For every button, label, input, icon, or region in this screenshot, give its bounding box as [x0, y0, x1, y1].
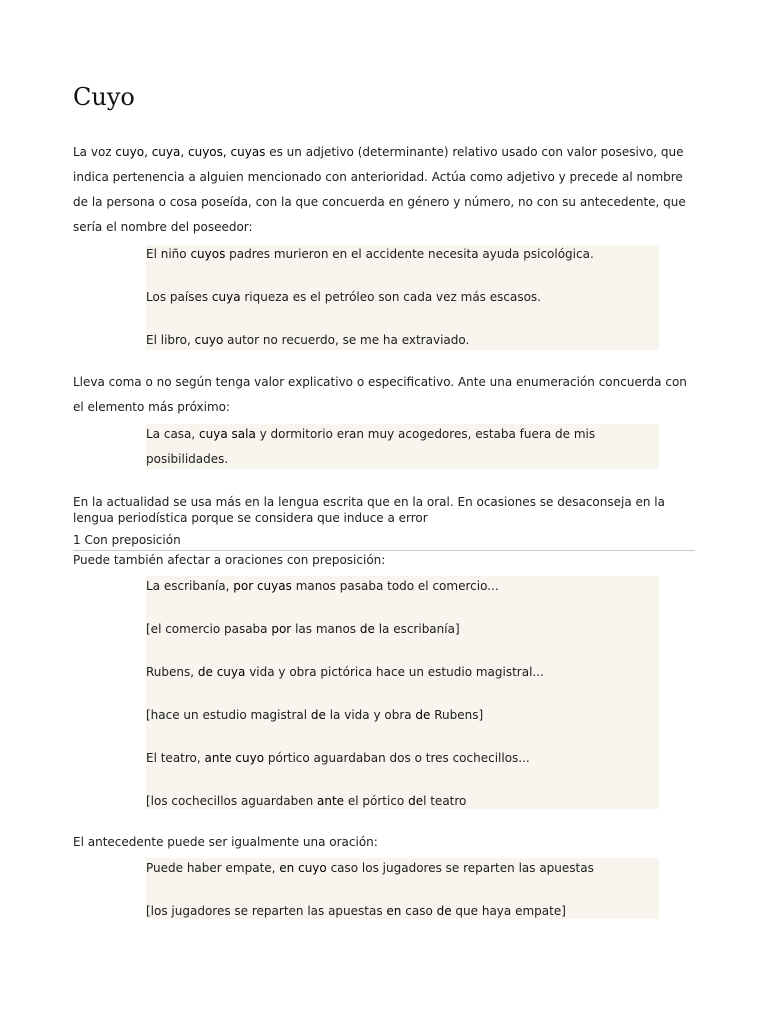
example-keyword: en	[386, 904, 402, 918]
example-text: la escribanía]	[374, 622, 460, 636]
example-text: [los jugadores se reparten las apuestas	[146, 904, 387, 918]
example-text: la vida y obra	[325, 708, 416, 722]
example-line	[146, 707, 483, 723]
example-text: pórtico aguardaban dos o tres cochecillos...	[264, 751, 530, 765]
example-text: Rubens,	[146, 665, 198, 679]
example-keyword: ante	[317, 794, 345, 808]
example-text: El teatro,	[146, 751, 205, 765]
example-block-enumeration	[146, 424, 659, 469]
example-text: vida y obra pictórica hace un estudio magistral...	[245, 665, 544, 679]
example-keyword: cuya sala	[199, 427, 256, 441]
example-keyword: de	[359, 622, 375, 636]
intro-text-start: La voz	[73, 145, 116, 159]
example-text: las manos	[291, 622, 360, 636]
example-line	[146, 793, 466, 809]
example-keyword: por cuyas	[233, 579, 292, 593]
example-line	[146, 860, 594, 876]
example-text: [el comercio pasaba	[146, 622, 272, 636]
example-text: que haya empate]	[451, 904, 566, 918]
example-line	[146, 903, 566, 919]
example-block-preposition	[146, 576, 659, 809]
example-keyword: cuyo	[194, 333, 224, 347]
example-text: caso	[401, 904, 437, 918]
example-keyword: en cuyo	[279, 861, 327, 875]
example-text: l teatro	[423, 794, 467, 808]
example-text: caso los jugadores se reparten las apuestas	[326, 861, 594, 875]
example-keyword: de	[408, 794, 424, 808]
section-divider	[73, 550, 695, 551]
example-block-cuyo	[146, 245, 659, 350]
example-line	[146, 621, 460, 637]
paragraph-antecedent: El antecedente puede ser igualmente una oración:	[73, 835, 378, 849]
example-keyword: de	[436, 904, 452, 918]
intro-paragraph	[73, 140, 695, 240]
example-line	[146, 750, 530, 766]
example-line: El niño cuyos padres murieron en el accidente necesita ayuda psicológica.	[146, 247, 594, 261]
example-block-antecedent	[146, 858, 659, 919]
example-text: [los cochecillos aguardaben	[146, 794, 317, 808]
example-keyword: cuyos	[190, 247, 226, 261]
example-line	[146, 664, 544, 680]
example-keyword: de cuya	[197, 665, 246, 679]
example-text: La escribanía,	[146, 579, 234, 593]
example-keyword: ante cuyo	[204, 751, 265, 765]
example-keyword: de	[415, 708, 431, 722]
intro-text-end: es un adjetivo (determinante) relativo usado con valor posesivo, que indica pertenencia a alguien mencionado con anterioridad. Actúa como adjetivo y precede al nombre de la persona o cosa poseída, con la que concuerda en género y número, no con su antecedente, que sería el nombre del poseedor:	[73, 145, 686, 234]
example-text: manos pasaba todo el comercio...	[291, 579, 499, 593]
example-text: Rubens]	[430, 708, 484, 722]
paragraph-enumeration: Lleva coma o no según tenga valor explicativo o especificativo. Ante una enumeración concuerda con el elemento más próximo:	[73, 375, 687, 414]
example-line: La casa, cuya sala y dormitorio eran muy acogedores, estaba fuera de mis posibilidades.	[146, 427, 596, 466]
example-keyword: por	[271, 622, 292, 636]
paragraph-preposition: Puede también afectar a oraciones con preposición:	[73, 553, 386, 567]
paragraph-usage-note: En la actualidad se usa más en la lengua escrita que en la oral. En ocasiones se desaconseja en la lengua periodística porque se considera que induce a error	[73, 495, 665, 525]
example-line	[146, 578, 499, 594]
example-text: Puede haber empate,	[146, 861, 280, 875]
page-title: Cuyo	[73, 83, 135, 111]
example-line: El libro, cuyo autor no recuerdo, se me ha extraviado.	[146, 333, 470, 347]
intro-keyword: cuyo, cuya, cuyos, cuyas	[115, 145, 266, 159]
example-text: [hace un estudio magistral	[146, 708, 311, 722]
example-line: Los países cuya riqueza es el petróleo son cada vez más escasos.	[146, 290, 541, 304]
section-heading: 1 Con preposición	[73, 533, 181, 547]
example-text: el pórtico	[344, 794, 409, 808]
example-keyword: cuya	[211, 290, 241, 304]
example-keyword: de	[310, 708, 326, 722]
